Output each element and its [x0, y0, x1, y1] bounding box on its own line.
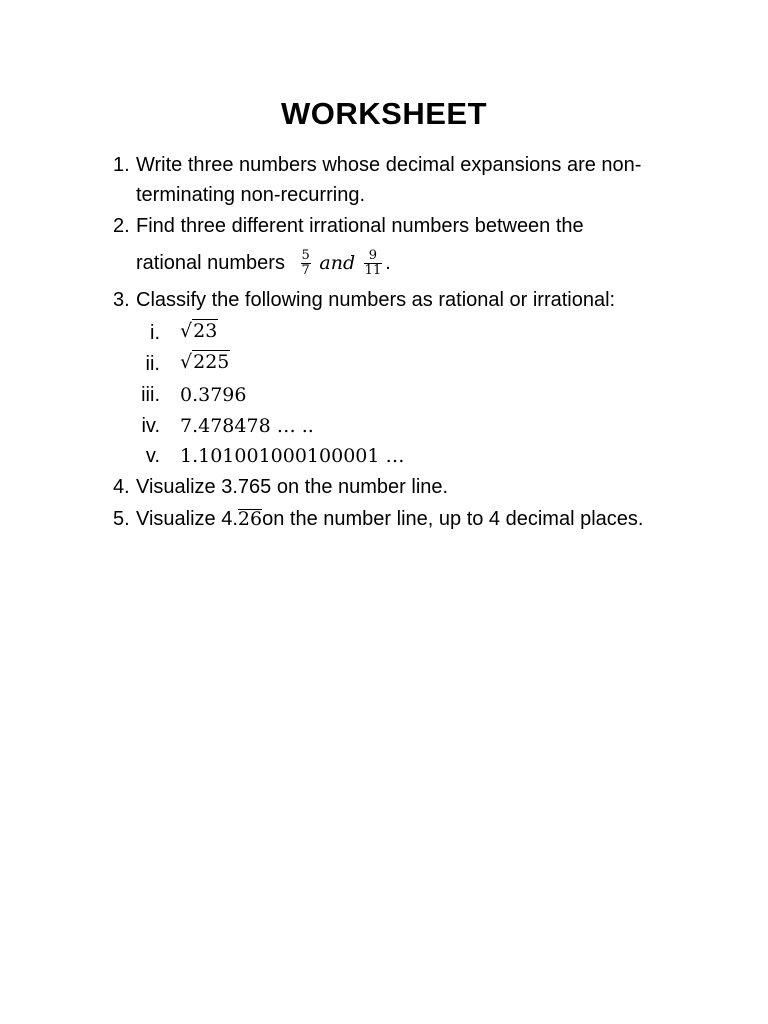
- q5-prefix: Visualize 4.: [136, 508, 238, 530]
- q2-number: 2.: [113, 215, 130, 237]
- q2-line-1: Find three different irrational numbers between the: [136, 215, 584, 237]
- q3-item-roman: i.: [150, 322, 160, 344]
- q3-item-roman: ii.: [145, 353, 160, 375]
- page-title: WORKSHEET: [281, 96, 487, 131]
- radicand: 23: [193, 320, 218, 342]
- q3-item-roman: v.: [145, 445, 160, 467]
- fraction-9-11: [364, 249, 383, 278]
- q3-item-value: [180, 350, 230, 374]
- repeating-decimal: 26: [237, 508, 263, 530]
- radical-icon: √: [180, 320, 193, 342]
- q4-number: 4.: [113, 476, 130, 498]
- fraction-5-7: [301, 249, 311, 278]
- q4-text: Visualize 3.765 on the number line.: [136, 476, 449, 498]
- q3-item-value: 1.101001000100001 …: [180, 445, 405, 467]
- fraction-denominator: 11: [364, 263, 382, 279]
- radical-icon: √: [180, 351, 193, 373]
- q5-suffix: on the number line, up to 4 decimal places.: [262, 508, 644, 530]
- q5-text: [136, 507, 643, 531]
- fraction-denominator: 7: [301, 263, 310, 279]
- radicand: 225: [193, 351, 230, 373]
- fraction-numerator: 9: [364, 249, 383, 264]
- square-root: [180, 350, 230, 374]
- q3-line-1: Classify the following numbers as rational or irrational:: [136, 289, 616, 311]
- q5-number: 5.: [113, 508, 130, 530]
- q3-item-roman: iii.: [141, 384, 160, 406]
- q1-line-1: Write three numbers whose decimal expansions are non-: [136, 154, 642, 176]
- q2-prefix: rational numbers: [136, 252, 285, 274]
- q3-item-value: [180, 319, 218, 343]
- q1-number: 1.: [113, 154, 130, 176]
- q3-item-roman: iv.: [141, 415, 160, 437]
- q3-number: 3.: [113, 289, 130, 311]
- q3-item-value: 7.478478 … ..: [180, 415, 314, 437]
- square-root: [180, 319, 218, 343]
- fraction-numerator: 5: [301, 248, 310, 264]
- q2-line-2: [136, 243, 391, 283]
- q1-line-2: terminating non-recurring.: [136, 184, 365, 206]
- q3-item-value: 0.3796: [180, 384, 247, 406]
- q2-period: .: [385, 252, 391, 274]
- and-word: and: [319, 252, 356, 274]
